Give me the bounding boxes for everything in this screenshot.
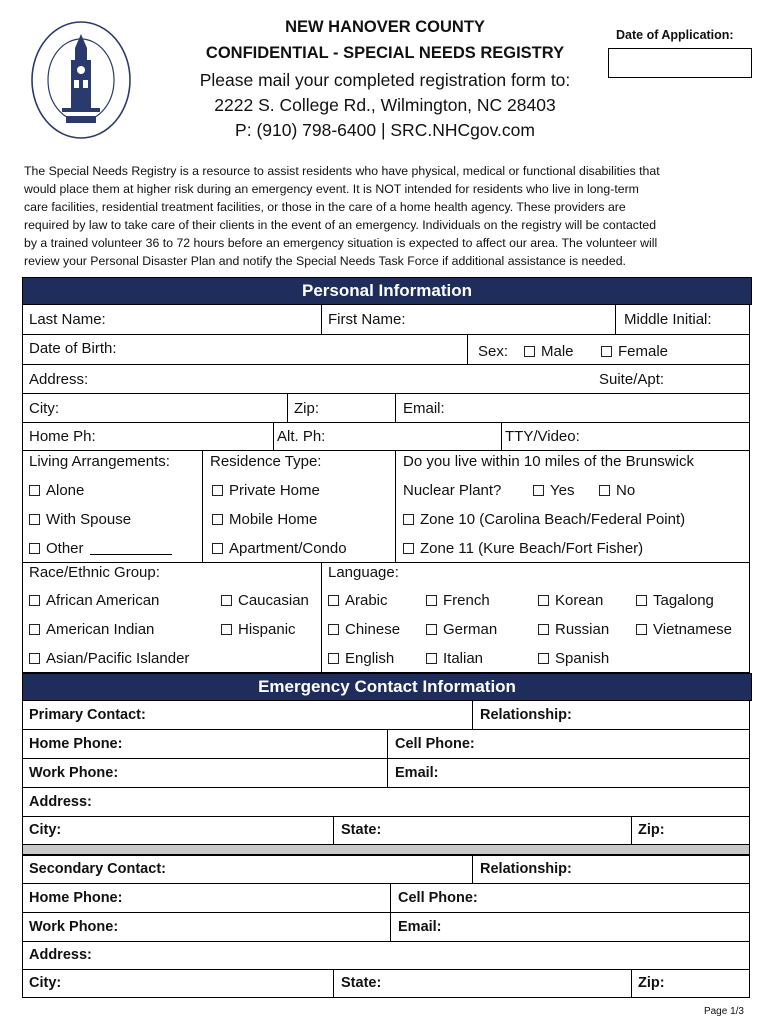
brunswick-yes-option[interactable]	[533, 482, 574, 499]
intro-line: The Special Needs Registry is a resource to assist residents who have physical, medical or functional disabilities that	[24, 164, 660, 178]
zip-field[interactable]	[287, 394, 395, 422]
checkbox-icon	[426, 624, 437, 635]
zip-label: Zip:	[638, 822, 665, 838]
option-label: Vietnamese	[653, 621, 732, 638]
intro-line: required by law to take care of their clients in the event of an emergency. Individuals on the registry will be contacted	[24, 218, 657, 233]
primary-work-phone-field[interactable]	[23, 759, 387, 787]
secondary-cell-phone-field[interactable]	[390, 884, 750, 912]
language-group	[321, 563, 750, 672]
language-label: Language:	[328, 564, 399, 581]
dob-label: Date of Birth:	[29, 340, 117, 357]
cell-phone-label: Cell Phone:	[395, 736, 475, 752]
checkbox-icon	[221, 595, 232, 606]
sex-field	[467, 335, 750, 364]
checkbox-icon	[328, 653, 339, 664]
intro-paragraph	[24, 162, 750, 271]
option-label: English	[345, 650, 395, 667]
checkbox-icon	[221, 624, 232, 635]
secondary-address-field[interactable]	[23, 942, 750, 969]
suite-field[interactable]	[591, 365, 750, 393]
email-field[interactable]	[395, 394, 750, 422]
email-label: Email:	[398, 919, 442, 935]
living-block	[22, 451, 750, 563]
residence-mobile-option[interactable]	[212, 511, 317, 528]
secondary-address-row	[22, 942, 750, 970]
secondary-phone-row	[22, 884, 750, 913]
race-asian-option[interactable]	[29, 650, 189, 667]
secondary-zip-field[interactable]	[631, 970, 750, 997]
alt-ph-label: Alt. Ph:	[277, 428, 326, 445]
first-name-label: First Name:	[328, 311, 406, 328]
relationship-label: Relationship:	[480, 707, 572, 723]
city-label: City:	[29, 975, 62, 991]
language-french-option[interactable]	[426, 592, 490, 609]
living-other-option[interactable]	[29, 540, 172, 557]
date-of-application-field[interactable]	[608, 48, 752, 78]
secondary-city-field[interactable]	[23, 970, 333, 997]
zip-label: Zip:	[294, 400, 320, 417]
date-of-application-label: Date of Application:	[616, 28, 734, 42]
phone-website: P: (910) 798-6400 | SRC.NHCgov.com	[235, 120, 535, 140]
mail-instruction: Please mail your completed registration form to:	[199, 70, 571, 90]
primary-city-row	[22, 817, 750, 845]
primary-cell-phone-field[interactable]	[387, 730, 750, 758]
city-row	[22, 394, 750, 423]
option-label: Zone 11 (Kure Beach/Fort Fisher)	[420, 540, 644, 557]
intro-line: care facilities, residential treatment facilities, or those in the care of a home health agency. These providers are	[24, 200, 626, 215]
language-italian-option[interactable]	[426, 650, 483, 667]
city-label: City:	[29, 822, 62, 838]
language-arabic-option[interactable]	[328, 592, 388, 609]
checkbox-icon	[426, 595, 437, 606]
checkbox-icon	[403, 543, 414, 554]
checkbox-icon	[636, 595, 647, 606]
secondary-work-row	[22, 913, 750, 942]
primary-address-row	[22, 788, 750, 817]
checkbox-icon	[328, 595, 339, 606]
race-language-block	[22, 563, 750, 673]
tty-field[interactable]	[501, 423, 750, 450]
brunswick-no-option[interactable]	[599, 482, 635, 499]
race-caucasian-option[interactable]	[221, 592, 309, 609]
language-german-option[interactable]	[426, 621, 497, 638]
secondary-work-phone-field[interactable]	[23, 913, 390, 941]
language-tagalong-option[interactable]	[636, 592, 714, 609]
checkbox-icon	[29, 624, 40, 635]
option-label: Caucasian	[238, 592, 309, 609]
female-label: Female	[618, 343, 669, 360]
emergency-contact-heading: Emergency Contact Information	[22, 673, 752, 701]
option-label: With Spouse	[46, 511, 132, 528]
checkbox-icon	[29, 595, 40, 606]
primary-zip-field[interactable]	[631, 817, 750, 844]
option-label: Korean	[555, 592, 604, 609]
checkbox-icon	[212, 514, 223, 525]
checkbox-icon	[601, 346, 612, 357]
contact-separator	[22, 844, 750, 855]
option-label: French	[443, 592, 490, 609]
checkbox-icon	[636, 624, 647, 635]
race-hispanic-option[interactable]	[221, 621, 296, 638]
option-label: African American	[46, 592, 160, 609]
race-african-american-option[interactable]	[29, 592, 159, 609]
checkbox-icon	[29, 485, 40, 496]
option-label: Yes	[550, 482, 575, 499]
checkbox-icon	[426, 653, 437, 664]
race-group	[23, 563, 321, 672]
option-label: German	[443, 621, 498, 638]
option-label: Arabic	[345, 592, 388, 609]
language-chinese-option[interactable]	[328, 621, 400, 638]
last-name-label: Last Name:	[29, 311, 106, 328]
option-label: Hispanic	[238, 621, 296, 638]
primary-contact-label: Primary Contact:	[29, 707, 146, 723]
work-phone-label: Work Phone:	[29, 765, 119, 781]
option-label: Chinese	[345, 621, 401, 638]
option-label: No	[616, 482, 636, 499]
checkbox-icon	[212, 543, 223, 554]
option-label: American Indian	[46, 621, 155, 638]
checkbox-icon	[29, 543, 40, 554]
county-title: NEW HANOVER COUNTY	[285, 18, 485, 36]
primary-home-phone-field[interactable]	[23, 730, 387, 758]
county-seal	[30, 20, 132, 140]
last-name-field[interactable]	[23, 305, 321, 334]
state-label: State:	[341, 975, 382, 991]
language-english-option[interactable]	[328, 650, 394, 667]
residence-apartment-option[interactable]	[212, 540, 347, 557]
checkbox-icon	[328, 624, 339, 635]
relationship-label: Relationship:	[480, 861, 572, 877]
email-label: Email:	[403, 400, 445, 417]
checkbox-icon	[538, 624, 549, 635]
zip-label: Zip:	[638, 975, 665, 991]
living-alone-option[interactable]	[29, 482, 84, 499]
page-number: Page 1/3	[703, 1006, 744, 1017]
secondary-city-row	[22, 970, 750, 998]
state-label: State:	[341, 822, 382, 838]
middle-initial-field[interactable]	[615, 305, 750, 334]
first-name-field[interactable]	[321, 305, 615, 334]
registry-title: CONFIDENTIAL - SPECIAL NEEDS REGISTRY	[205, 44, 565, 62]
sex-male-option[interactable]	[524, 343, 574, 360]
home-ph-label: Home Ph:	[29, 428, 96, 445]
checkbox-icon	[538, 653, 549, 664]
option-label: Italian	[443, 650, 484, 667]
home-ph-field[interactable]	[23, 423, 273, 450]
option-label: Alone	[46, 482, 85, 499]
other-blank-line[interactable]	[90, 554, 172, 555]
address-label: Address:	[29, 794, 92, 810]
residence-private-option[interactable]	[212, 482, 320, 499]
address-row	[22, 365, 750, 394]
alt-ph-field[interactable]	[273, 423, 501, 450]
secondary-state-field[interactable]	[333, 970, 631, 997]
work-phone-label: Work Phone:	[29, 919, 119, 935]
male-label: Male	[541, 343, 574, 360]
language-korean-option[interactable]	[538, 592, 603, 609]
primary-state-field[interactable]	[333, 817, 631, 844]
checkbox-icon	[29, 514, 40, 525]
primary-email-field[interactable]	[387, 759, 750, 787]
sex-label: Sex:	[478, 343, 509, 360]
option-label: Private Home	[229, 482, 320, 499]
checkbox-icon	[524, 346, 535, 357]
sex-female-option[interactable]	[601, 343, 668, 360]
primary-relationship-field[interactable]	[472, 701, 750, 729]
intro-line: would place them at higher risk during an emergency event. It is NOT intended for residents who live in long-term	[24, 182, 639, 197]
primary-city-field[interactable]	[23, 817, 333, 844]
city-label: City:	[29, 400, 59, 417]
middle-initial-label: Middle Initial:	[624, 311, 712, 328]
personal-info-heading: Personal Information	[22, 277, 752, 305]
mail-address: 2222 S. College Rd., Wilmington, NC 28403	[214, 95, 556, 115]
checkbox-icon	[29, 653, 40, 664]
language-russian-option[interactable]	[538, 621, 609, 638]
option-label: Russian	[555, 621, 610, 638]
address-label: Address:	[29, 947, 92, 963]
brunswick-question	[395, 451, 750, 562]
option-label: Asian/Pacific Islander	[46, 650, 190, 667]
option-label: Apartment/Condo	[229, 540, 347, 557]
option-label: Other	[46, 540, 84, 557]
living-label: Living Arrangements:	[29, 453, 170, 470]
zone11-option[interactable]	[403, 540, 643, 557]
option-label: Zone 10 (Carolina Beach/Federal Point)	[420, 511, 686, 528]
secondary-home-phone-field[interactable]	[23, 884, 390, 912]
secondary-contact-row	[22, 855, 750, 884]
primary-work-row	[22, 759, 750, 788]
primary-phone-row	[22, 730, 750, 759]
secondary-contact-label: Secondary Contact:	[29, 861, 166, 877]
home-phone-label: Home Phone:	[29, 890, 123, 906]
dob-field[interactable]	[23, 335, 467, 364]
suite-label: Suite/Apt:	[599, 371, 665, 388]
checkbox-icon	[538, 595, 549, 606]
checkbox-icon	[403, 514, 414, 525]
cell-phone-label: Cell Phone:	[398, 890, 478, 906]
checkbox-icon	[533, 485, 544, 496]
residence-label: Residence Type:	[210, 453, 322, 470]
primary-address-field[interactable]	[23, 788, 750, 816]
residence-type	[202, 451, 395, 562]
checkbox-icon	[212, 485, 223, 496]
address-label: Address:	[29, 371, 89, 388]
race-label: Race/Ethnic Group:	[29, 564, 160, 581]
intro-line: review your Personal Disaster Plan and notify the Special Needs Task Force if additional assistance is needed.	[24, 254, 626, 269]
language-spanish-option[interactable]	[538, 650, 609, 667]
secondary-contact-field[interactable]	[23, 856, 472, 883]
dob-row	[22, 335, 750, 365]
brunswick-question-line1: Do you live within 10 miles of the Brunswick	[403, 453, 694, 470]
name-row	[22, 305, 750, 335]
brunswick-question-line2: Nuclear Plant?	[403, 482, 502, 499]
option-label: Mobile Home	[229, 511, 318, 528]
email-label: Email:	[395, 765, 439, 781]
primary-contact-row	[22, 701, 750, 730]
address-field[interactable]	[23, 365, 591, 393]
primary-contact-field[interactable]	[23, 701, 472, 729]
secondary-email-field[interactable]	[390, 913, 750, 941]
race-american-indian-option[interactable]	[29, 621, 154, 638]
city-field[interactable]	[23, 394, 287, 422]
language-vietnamese-option[interactable]	[636, 621, 732, 638]
home-phone-label: Home Phone:	[29, 736, 123, 752]
option-label: Tagalong	[653, 592, 714, 609]
intro-line: by a trained volunteer 36 to 72 hours before an emergency situation is expected to affect our area. The volunteer will	[24, 236, 658, 251]
living-arrangements	[23, 451, 202, 562]
living-spouse-option[interactable]	[29, 511, 131, 528]
phone-row	[22, 423, 750, 451]
checkbox-icon	[599, 485, 610, 496]
secondary-relationship-field[interactable]	[472, 856, 750, 883]
tty-label: TTY/Video:	[505, 428, 580, 445]
option-label: Spanish	[555, 650, 610, 667]
zone10-option[interactable]	[403, 511, 685, 528]
